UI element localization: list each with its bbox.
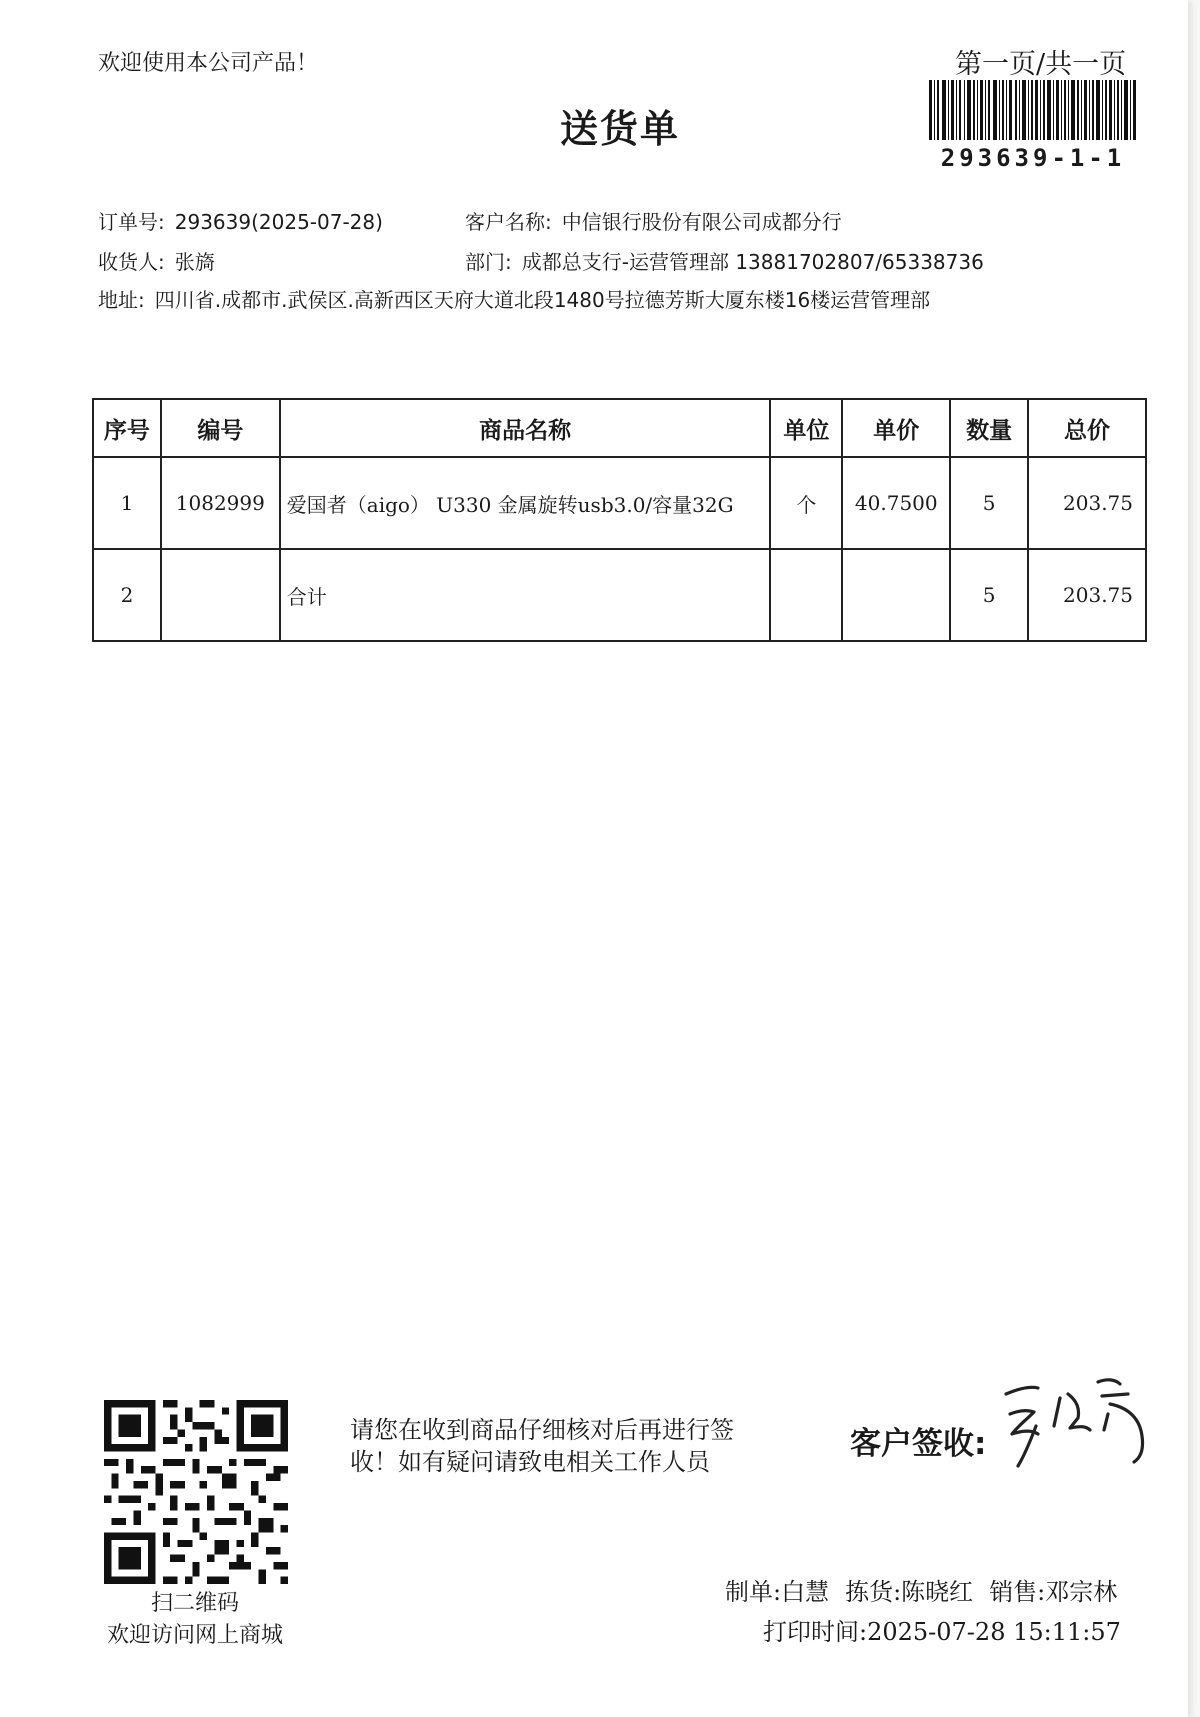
- col-header-seq: 序号: [93, 399, 161, 457]
- cell-qty: 5: [950, 457, 1028, 549]
- qr-caption: [92, 1588, 298, 1652]
- items-table: [92, 398, 1147, 642]
- table-row-total: [93, 549, 1146, 641]
- customer-name: [465, 206, 842, 235]
- col-header-unit: 单位: [770, 399, 842, 457]
- col-header-product: 商品名称: [280, 399, 771, 457]
- cell-product: 爱国者（aigo） U330 金属旋转usb3.0/容量32G: [280, 457, 771, 549]
- department: [465, 246, 984, 275]
- cell-seq: 2: [93, 549, 161, 641]
- cell-seq: 1: [93, 457, 161, 549]
- table-row: [93, 457, 1146, 549]
- maker: 制单:白慧: [725, 1578, 830, 1606]
- qr-caption-line1: 扫二维码: [150, 1591, 239, 1616]
- receiver-label: 收货人:: [98, 250, 165, 274]
- col-header-qty: 数量: [950, 399, 1028, 457]
- page-info: 第一页/共一页: [955, 49, 1127, 80]
- customer-sign-label: 客户签收:: [850, 1426, 987, 1462]
- cell-product: 合计: [280, 549, 771, 641]
- document-title: 送货单: [559, 107, 680, 151]
- cell-unit: [770, 549, 842, 641]
- table-header-row: [93, 399, 1146, 457]
- cell-qty: 5: [950, 549, 1028, 641]
- customer-name-value: 中信银行股份有限公司成都分行: [561, 210, 842, 234]
- order-number: [98, 206, 383, 235]
- address-label: 地址:: [98, 288, 145, 312]
- receiver-value: 张旖: [174, 250, 215, 274]
- cell-code: 1082999: [161, 457, 280, 549]
- notice-text: 请您在收到商品仔细核对后再进行签收！如有疑问请致电相关工作人员: [350, 1416, 734, 1476]
- cell-total: 203.75: [1028, 549, 1146, 641]
- col-header-code: 编号: [161, 399, 280, 457]
- department-value: 成都总支行-运营管理部 13881702807/65338736: [521, 250, 984, 274]
- handwritten-signature: [990, 1364, 1160, 1474]
- barcode: [927, 80, 1137, 140]
- cell-total: 203.75: [1028, 457, 1146, 549]
- cell-code: [161, 549, 280, 641]
- receiver: [98, 246, 215, 275]
- staff-info: [725, 1572, 1133, 1607]
- cell-unit: 个: [770, 457, 842, 549]
- cell-price: 40.7500: [842, 457, 950, 549]
- customer-name-label: 客户名称:: [465, 210, 552, 234]
- barcode-number: 293639-1-1: [940, 144, 1126, 172]
- address-value: 四川省.成都市.武侯区.高新西区天府大道北段1480号拉德芳斯大厦东楼16楼运营管理部: [154, 288, 931, 312]
- welcome-text: 欢迎使用本公司产品！: [98, 51, 319, 76]
- department-label: 部门:: [465, 250, 512, 274]
- print-time: 打印时间:2025-07-28 15:11:57: [763, 1618, 1121, 1646]
- picker: 拣货:陈晓红: [845, 1578, 974, 1606]
- sales: 销售:邓宗林: [989, 1578, 1118, 1606]
- col-header-total: 总价: [1028, 399, 1146, 457]
- address: [98, 284, 930, 313]
- cell-price: [842, 549, 950, 641]
- qr-caption-line2: 欢迎访问网上商城: [106, 1623, 283, 1648]
- qr-code: [104, 1400, 288, 1584]
- col-header-price: 单价: [842, 399, 950, 457]
- order-number-value: 293639(2025-07-28): [174, 210, 383, 234]
- order-number-label: 订单号:: [98, 210, 165, 234]
